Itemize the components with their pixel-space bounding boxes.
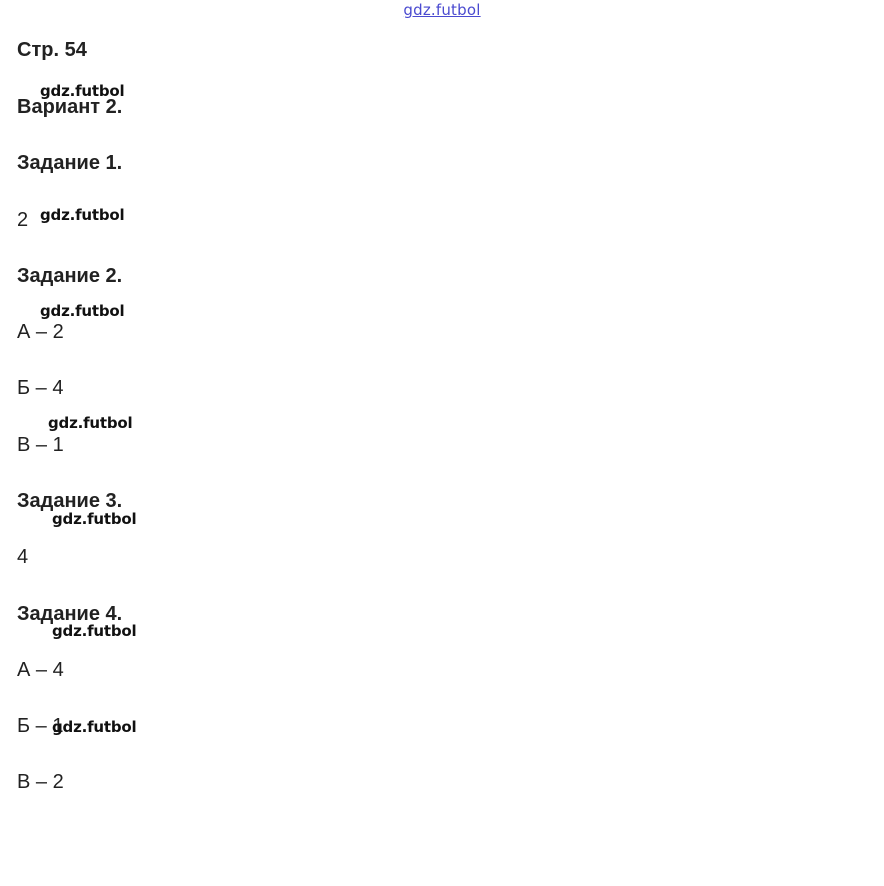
task-1-answer: 2 — [17, 209, 29, 231]
watermark-text: gdz.futbol — [52, 622, 137, 640]
task-4-answer-v: В – 2 — [17, 771, 64, 793]
watermark-text: gdz.futbol — [52, 510, 137, 528]
task-2-answer-b: Б – 4 — [17, 377, 64, 399]
task-1-title: Задание 1. — [17, 152, 123, 174]
watermark-text: gdz.futbol — [52, 718, 137, 736]
task-2-answer-v: В – 1 — [17, 434, 64, 456]
watermark-top-link[interactable]: gdz.futbol — [403, 1, 481, 19]
task-2-answer-a: А – 2 — [17, 321, 64, 343]
task-4-title: Задание 4. — [17, 603, 123, 625]
task-4-answer-b: Б – 1 — [17, 715, 64, 737]
watermark-text: gdz.futbol — [40, 82, 125, 100]
task-2-title: Задание 2. — [17, 265, 123, 287]
watermark-text: gdz.futbol — [40, 206, 125, 224]
variant-heading: Вариант 2. — [17, 96, 123, 118]
watermark-text: gdz.futbol — [48, 414, 133, 432]
page-label: Стр. 54 — [17, 39, 87, 61]
task-3-answer: 4 — [17, 546, 29, 568]
watermark-text: gdz.futbol — [40, 302, 125, 320]
task-3-title: Задание 3. — [17, 490, 123, 512]
task-4-answer-a: А – 4 — [17, 659, 64, 681]
